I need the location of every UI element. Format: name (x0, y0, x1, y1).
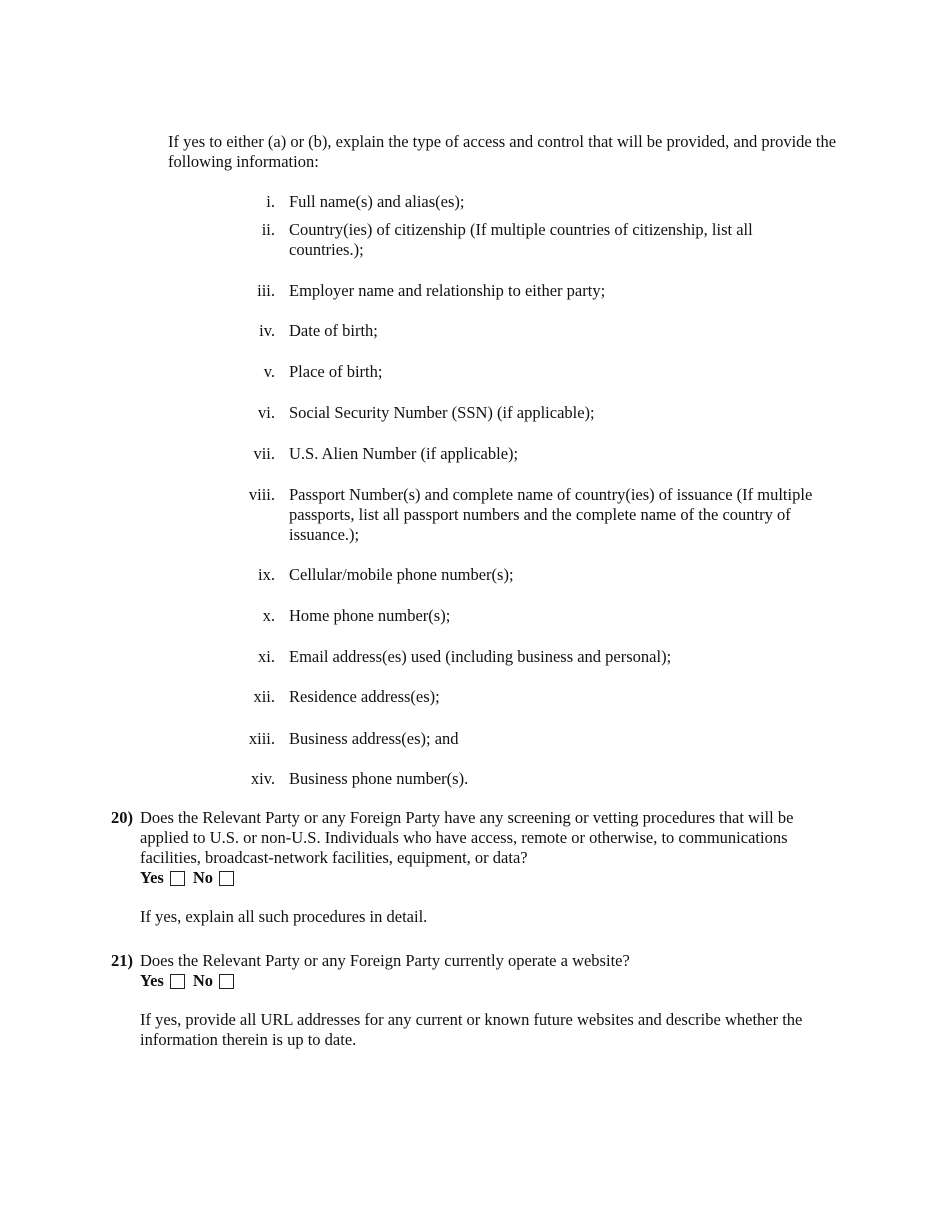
list-item-number: ix. (258, 565, 275, 584)
list-item-number: iv. (259, 321, 275, 340)
question-followup: If yes, explain all such procedures in detail. (140, 907, 428, 926)
list-item-number: ii. (261, 220, 275, 239)
list-item-number: x. (262, 606, 275, 625)
no-label: No (192, 971, 214, 990)
list-item-text: Cellular/mobile phone number(s); (289, 565, 514, 584)
list-item-text: Date of birth; (289, 321, 378, 340)
yes-no-row (140, 868, 840, 888)
list-item-text: Residence address(es); (289, 687, 440, 706)
list-item-text: Country(ies) of citizenship (If multiple countries of citizenship, list all countries.); (289, 220, 753, 259)
list-item-number: xiv. (250, 769, 275, 788)
list-item-text: Social Security Number (SSN) (if applicable); (289, 403, 595, 422)
list-item-number: xii. (253, 687, 275, 706)
list-item-number: vi. (258, 403, 275, 422)
list-item-text: Employer name and relationship to either party; (289, 281, 606, 300)
list-item-number: v. (263, 362, 275, 381)
yes-label: Yes (140, 971, 164, 990)
list-item-text: Full name(s) and alias(es); (289, 192, 465, 211)
intro-paragraph: If yes to either (a) or (b), explain the type of access and control that will be provided, and provide the following information: (168, 132, 837, 171)
list-item-number: vii. (253, 444, 275, 463)
yes-no-row (140, 971, 840, 991)
question-text: Does the Relevant Party or any Foreign Party currently operate a website? (140, 951, 630, 970)
question-text: Does the Relevant Party or any Foreign Party have any screening or vetting procedures that will be applied to U.S. or non-U.S. Individuals who have access, remote or otherwise, to communications facilities, broadcast-network facilities, equipment, or data? (140, 808, 794, 867)
list-item-number: viii. (248, 485, 275, 504)
list-item-text: Place of birth; (289, 362, 383, 381)
question-number: 21) (111, 951, 133, 970)
list-item-number: i. (266, 192, 275, 211)
list-item-text: Home phone number(s); (289, 606, 451, 625)
list-item-text: Passport Number(s) and complete name of country(ies) of issuance (If multiple passports, list all passport numbers and the complete name of the country of issuance.); (289, 485, 813, 544)
no-label: No (192, 868, 214, 887)
yes-checkbox[interactable] (170, 871, 185, 886)
yes-label: Yes (140, 868, 164, 887)
list-item-number: xiii. (248, 729, 275, 748)
list-item-text: Business phone number(s). (289, 769, 469, 788)
list-item-number: iii. (257, 281, 275, 300)
question-number: 20) (111, 808, 133, 827)
yes-checkbox[interactable] (170, 974, 185, 989)
question-followup: If yes, provide all URL addresses for any current or known future websites and describe whether the information therein is up to date. (140, 1010, 803, 1049)
list-item-text: Email address(es) used (including business and personal); (289, 647, 672, 666)
list-item-text: Business address(es); and (289, 729, 459, 748)
list-item-text: U.S. Alien Number (if applicable); (289, 444, 519, 463)
no-checkbox[interactable] (219, 974, 234, 989)
no-checkbox[interactable] (219, 871, 234, 886)
list-item-number: xi. (258, 647, 275, 666)
